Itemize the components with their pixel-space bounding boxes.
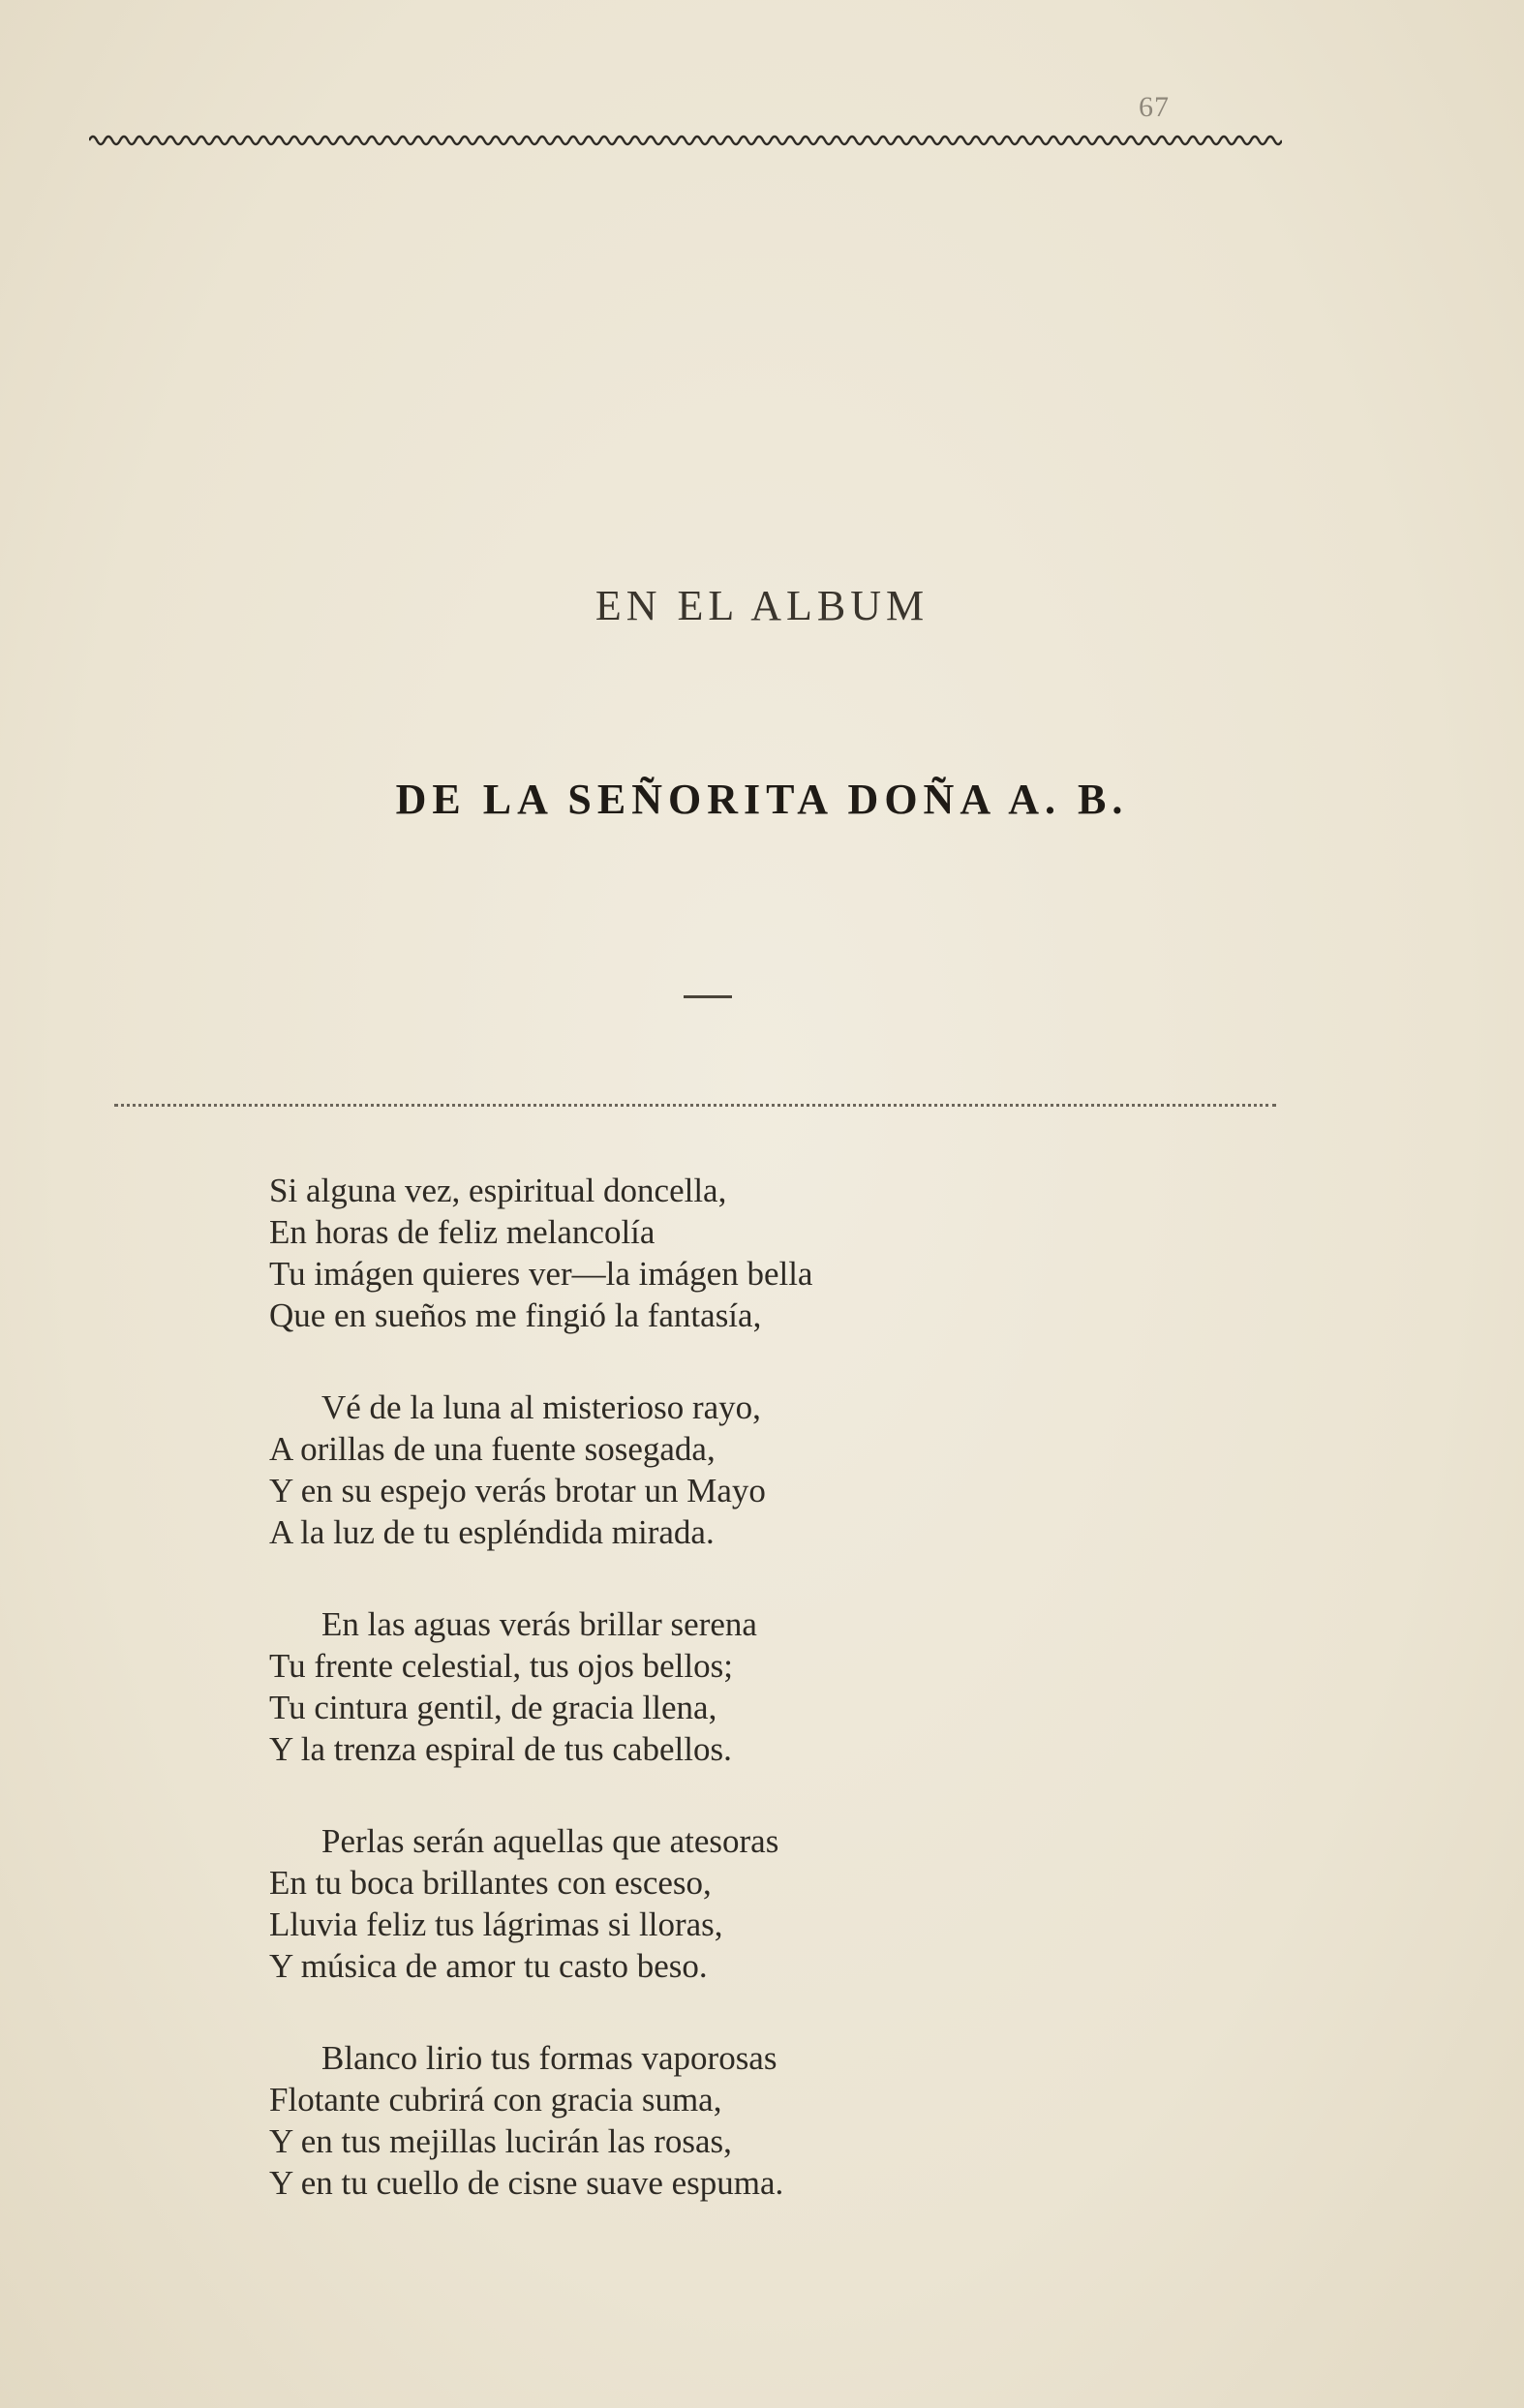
poem-line: Que en sueños me fingió la fantasía, xyxy=(269,1296,762,1334)
title-separator-dash xyxy=(684,995,732,998)
stanza xyxy=(269,1603,1141,1770)
poem-line: En tu boca brillantes con esceso, xyxy=(269,1864,712,1902)
poem-line: Y música de amor tu casto beso. xyxy=(269,1947,708,1985)
poem-line: A la luz de tu espléndida mirada. xyxy=(269,1513,715,1551)
wavy-ornament-rule xyxy=(89,126,1282,155)
poem-line: A orillas de una fuente sosegada, xyxy=(269,1430,716,1468)
stanza xyxy=(269,1170,1141,1336)
poem-subtitle: DE LA SEÑORITA DOÑA A. B. xyxy=(395,776,1129,823)
poem-line: En las aguas verás brillar serena xyxy=(321,1605,757,1643)
stanza xyxy=(269,1387,1141,1553)
poem-line: Perlas serán aquellas que atesoras xyxy=(321,1822,779,1860)
poem-line: Y en tu cuello de cisne suave espuma. xyxy=(269,2164,784,2202)
poem-line: Y la trenza espiral de tus cabellos. xyxy=(269,1730,732,1768)
dotted-divider xyxy=(114,1104,1276,1107)
poem-line: Flotante cubrirá con gracia suma, xyxy=(269,2081,722,2118)
poem-line: Y en tus mejillas lucirán las rosas, xyxy=(269,2122,732,2160)
poem-line: Y en su espejo verás brotar un Mayo xyxy=(269,1472,766,1509)
poem-line: Blanco lirio tus formas vaporosas xyxy=(321,2039,777,2077)
poem-line: Tu frente celestial, tus ojos bellos; xyxy=(269,1647,733,1685)
poem-line: Tu imágen quieres ver—la imágen bella xyxy=(269,1255,813,1293)
poem-line: Tu cintura gentil, de gracia llena, xyxy=(269,1689,717,1726)
stanza xyxy=(269,2037,1141,2204)
poem-line: Si alguna vez, espiritual doncella, xyxy=(269,1172,727,1209)
page-number: 67 xyxy=(1139,91,1170,123)
poem-line: Vé de la luna al misterioso rayo, xyxy=(321,1388,761,1426)
poem-line: En horas de feliz melancolía xyxy=(269,1213,655,1251)
stanza xyxy=(269,1820,1141,1987)
poem-title: EN EL ALBUM xyxy=(594,582,930,629)
poem-body xyxy=(269,1170,1141,2254)
poem-line: Lluvia feliz tus lágrimas si lloras, xyxy=(269,1905,723,1943)
